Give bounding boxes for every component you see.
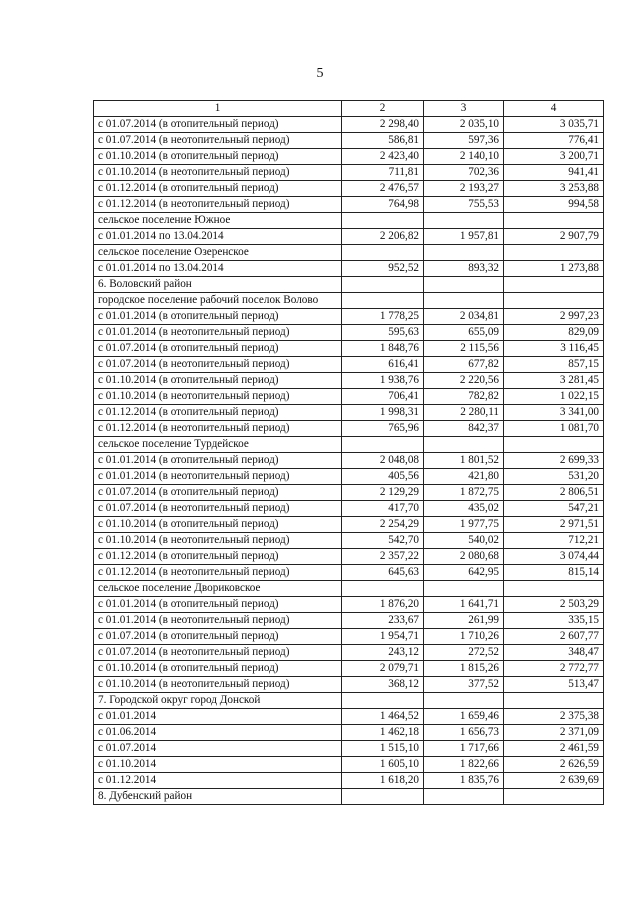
period-label: с 01.01.2014 (в неотопительный период) <box>94 325 342 341</box>
table-row <box>94 773 604 789</box>
value-col-4: 3 341,00 <box>504 405 604 421</box>
section-row <box>94 581 604 597</box>
empty-cell <box>342 437 424 453</box>
value-col-3: 1 656,73 <box>424 725 504 741</box>
value-col-3: 1 957,81 <box>424 229 504 245</box>
empty-cell <box>424 293 504 309</box>
value-col-4: 2 971,51 <box>504 517 604 533</box>
table-row <box>94 661 604 677</box>
value-col-3: 702,36 <box>424 165 504 181</box>
section-row <box>94 437 604 453</box>
value-col-4: 3 281,45 <box>504 373 604 389</box>
value-col-2: 765,96 <box>342 421 424 437</box>
value-col-3: 1 710,26 <box>424 629 504 645</box>
period-label: с 01.07.2014 (в отопительный период) <box>94 485 342 501</box>
value-col-4: 776,41 <box>504 133 604 149</box>
value-col-3: 2 115,56 <box>424 341 504 357</box>
page-number: 5 <box>316 66 324 81</box>
empty-cell <box>342 581 424 597</box>
value-col-3: 2 034,81 <box>424 309 504 325</box>
period-label: с 01.01.2014 (в неотопительный период) <box>94 613 342 629</box>
value-col-2: 417,70 <box>342 501 424 517</box>
value-col-2: 706,41 <box>342 389 424 405</box>
empty-cell <box>424 693 504 709</box>
period-label: с 01.10.2014 (в отопительный период) <box>94 373 342 389</box>
value-col-3: 782,82 <box>424 389 504 405</box>
value-col-4: 3 035,71 <box>504 117 604 133</box>
value-col-3: 2 280,11 <box>424 405 504 421</box>
value-col-4: 857,15 <box>504 357 604 373</box>
empty-cell <box>342 277 424 293</box>
value-col-3: 540,02 <box>424 533 504 549</box>
value-col-4: 2 626,59 <box>504 757 604 773</box>
value-col-4: 2 907,79 <box>504 229 604 245</box>
value-col-4: 1 022,15 <box>504 389 604 405</box>
value-col-2: 233,67 <box>342 613 424 629</box>
value-col-3: 377,52 <box>424 677 504 693</box>
value-col-3: 642,95 <box>424 565 504 581</box>
value-col-3: 655,09 <box>424 325 504 341</box>
value-col-2: 1 938,76 <box>342 373 424 389</box>
empty-cell <box>424 245 504 261</box>
period-label: с 01.10.2014 (в неотопительный период) <box>94 389 342 405</box>
value-col-3: 2 140,10 <box>424 149 504 165</box>
table-row <box>94 629 604 645</box>
value-col-2: 616,41 <box>342 357 424 373</box>
period-label: с 01.10.2014 (в неотопительный период) <box>94 677 342 693</box>
table-row <box>94 453 604 469</box>
period-label: с 01.12.2014 (в отопительный период) <box>94 181 342 197</box>
period-label: с 01.10.2014 (в отопительный период) <box>94 517 342 533</box>
period-label: с 01.01.2014 (в отопительный период) <box>94 453 342 469</box>
table-row <box>94 165 604 181</box>
period-label: с 01.01.2014 <box>94 709 342 725</box>
value-col-2: 243,12 <box>342 645 424 661</box>
value-col-2: 405,56 <box>342 469 424 485</box>
value-col-2: 586,81 <box>342 133 424 149</box>
value-col-3: 1 659,46 <box>424 709 504 725</box>
table-row <box>94 517 604 533</box>
table-row <box>94 373 604 389</box>
value-col-2: 2 298,40 <box>342 117 424 133</box>
value-col-3: 261,99 <box>424 613 504 629</box>
empty-cell <box>504 437 604 453</box>
value-col-2: 2 357,22 <box>342 549 424 565</box>
value-col-4: 513,47 <box>504 677 604 693</box>
table-row <box>94 677 604 693</box>
table-row <box>94 549 604 565</box>
value-col-3: 1 641,71 <box>424 597 504 613</box>
value-col-2: 764,98 <box>342 197 424 213</box>
value-col-2: 2 206,82 <box>342 229 424 245</box>
period-label: с 01.12.2014 (в неотопительный период) <box>94 197 342 213</box>
table-row <box>94 709 604 725</box>
header-cell: 1 <box>94 101 342 117</box>
value-col-4: 3 074,44 <box>504 549 604 565</box>
period-label: с 01.01.2014 (в отопительный период) <box>94 309 342 325</box>
header-cell: 2 <box>342 101 424 117</box>
period-label: с 01.10.2014 (в неотопительный период) <box>94 165 342 181</box>
table-row <box>94 469 604 485</box>
value-col-2: 711,81 <box>342 165 424 181</box>
empty-cell <box>424 437 504 453</box>
value-col-3: 1 872,75 <box>424 485 504 501</box>
period-label: с 01.01.2014 (в отопительный период) <box>94 597 342 613</box>
period-label: с 01.07.2014 (в неотопительный период) <box>94 133 342 149</box>
empty-cell <box>424 213 504 229</box>
table-row <box>94 389 604 405</box>
period-label: с 01.12.2014 (в отопительный период) <box>94 405 342 421</box>
value-col-4: 2 461,59 <box>504 741 604 757</box>
empty-cell <box>504 245 604 261</box>
table-row <box>94 357 604 373</box>
table-row <box>94 229 604 245</box>
value-col-4: 815,14 <box>504 565 604 581</box>
section-label: сельское поселение Южное <box>94 213 342 229</box>
empty-cell <box>504 693 604 709</box>
table-row <box>94 181 604 197</box>
value-col-2: 368,12 <box>342 677 424 693</box>
value-col-3: 421,80 <box>424 469 504 485</box>
value-col-4: 829,09 <box>504 325 604 341</box>
section-row <box>94 293 604 309</box>
empty-cell <box>504 293 604 309</box>
value-col-2: 2 048,08 <box>342 453 424 469</box>
period-label: с 01.07.2014 (в неотопительный период) <box>94 501 342 517</box>
empty-cell <box>504 277 604 293</box>
table-row <box>94 757 604 773</box>
value-col-2: 1 618,20 <box>342 773 424 789</box>
value-col-3: 893,32 <box>424 261 504 277</box>
section-label: 7. Городской округ город Донской <box>94 693 342 709</box>
section-row <box>94 277 604 293</box>
value-col-3: 1 801,52 <box>424 453 504 469</box>
value-col-3: 2 080,68 <box>424 549 504 565</box>
value-col-3: 597,36 <box>424 133 504 149</box>
table-header-row <box>94 101 604 117</box>
period-label: с 01.12.2014 (в неотопительный период) <box>94 421 342 437</box>
table-row <box>94 325 604 341</box>
value-col-3: 677,82 <box>424 357 504 373</box>
tariff-table <box>93 100 604 805</box>
period-label: с 01.06.2014 <box>94 725 342 741</box>
section-label: 6. Воловский район <box>94 277 342 293</box>
period-label: с 01.07.2014 (в неотопительный период) <box>94 357 342 373</box>
table-row <box>94 485 604 501</box>
value-col-3: 1 822,66 <box>424 757 504 773</box>
value-col-2: 1 848,76 <box>342 341 424 357</box>
empty-cell <box>504 213 604 229</box>
table-row <box>94 405 604 421</box>
table-row <box>94 597 604 613</box>
value-col-4: 547,21 <box>504 501 604 517</box>
value-col-2: 2 476,57 <box>342 181 424 197</box>
value-col-4: 2 772,77 <box>504 661 604 677</box>
table-row <box>94 613 604 629</box>
section-label: сельское поселение Озеренское <box>94 245 342 261</box>
value-col-4: 2 997,23 <box>504 309 604 325</box>
section-label: городское поселение рабочий поселок Волово <box>94 293 342 309</box>
value-col-3: 1 835,76 <box>424 773 504 789</box>
table-row <box>94 117 604 133</box>
value-col-2: 952,52 <box>342 261 424 277</box>
value-col-2: 1 876,20 <box>342 597 424 613</box>
value-col-3: 2 035,10 <box>424 117 504 133</box>
period-label: с 01.07.2014 <box>94 741 342 757</box>
period-label: с 01.07.2014 (в неотопительный период) <box>94 645 342 661</box>
empty-cell <box>424 277 504 293</box>
value-col-4: 712,21 <box>504 533 604 549</box>
period-label: с 01.01.2014 по 13.04.2014 <box>94 261 342 277</box>
value-col-4: 2 806,51 <box>504 485 604 501</box>
period-label: с 01.01.2014 (в неотопительный период) <box>94 469 342 485</box>
value-col-4: 335,15 <box>504 613 604 629</box>
period-label: с 01.10.2014 (в неотопительный период) <box>94 533 342 549</box>
period-label: с 01.07.2014 (в отопительный период) <box>94 629 342 645</box>
period-label: с 01.01.2014 по 13.04.2014 <box>94 229 342 245</box>
table-row <box>94 501 604 517</box>
value-col-3: 435,02 <box>424 501 504 517</box>
value-col-4: 994,58 <box>504 197 604 213</box>
value-col-4: 2 699,33 <box>504 453 604 469</box>
empty-cell <box>342 293 424 309</box>
header-cell: 4 <box>504 101 604 117</box>
table-row <box>94 197 604 213</box>
section-label: сельское поселение Двориковское <box>94 581 342 597</box>
table-row <box>94 421 604 437</box>
value-col-3: 1 977,75 <box>424 517 504 533</box>
value-col-4: 2 639,69 <box>504 773 604 789</box>
value-col-2: 542,70 <box>342 533 424 549</box>
section-row <box>94 693 604 709</box>
value-col-2: 2 129,29 <box>342 485 424 501</box>
value-col-2: 1 515,10 <box>342 741 424 757</box>
value-col-2: 2 254,29 <box>342 517 424 533</box>
value-col-2: 1 464,52 <box>342 709 424 725</box>
value-col-3: 755,53 <box>424 197 504 213</box>
section-label: 8. Дубенский район <box>94 789 342 805</box>
value-col-3: 2 193,27 <box>424 181 504 197</box>
table-row <box>94 741 604 757</box>
value-col-2: 1 998,31 <box>342 405 424 421</box>
table-row <box>94 533 604 549</box>
empty-cell <box>342 693 424 709</box>
value-col-2: 2 423,40 <box>342 149 424 165</box>
period-label: с 01.12.2014 <box>94 773 342 789</box>
value-col-4: 3 253,88 <box>504 181 604 197</box>
value-col-4: 1 273,88 <box>504 261 604 277</box>
value-col-4: 3 200,71 <box>504 149 604 165</box>
empty-cell <box>342 245 424 261</box>
table-row <box>94 725 604 741</box>
value-col-4: 2 371,09 <box>504 725 604 741</box>
empty-cell <box>504 789 604 805</box>
table-row <box>94 565 604 581</box>
empty-cell <box>424 581 504 597</box>
value-col-2: 1 778,25 <box>342 309 424 325</box>
period-label: с 01.07.2014 (в отопительный период) <box>94 117 342 133</box>
value-col-3: 272,52 <box>424 645 504 661</box>
empty-cell <box>342 789 424 805</box>
period-label: с 01.12.2014 (в отопительный период) <box>94 549 342 565</box>
value-col-4: 1 081,70 <box>504 421 604 437</box>
value-col-4: 2 503,29 <box>504 597 604 613</box>
empty-cell <box>504 581 604 597</box>
section-row <box>94 789 604 805</box>
value-col-2: 1 954,71 <box>342 629 424 645</box>
value-col-3: 1 717,66 <box>424 741 504 757</box>
section-row <box>94 245 604 261</box>
value-col-2: 2 079,71 <box>342 661 424 677</box>
value-col-2: 1 462,18 <box>342 725 424 741</box>
section-row <box>94 213 604 229</box>
value-col-3: 2 220,56 <box>424 373 504 389</box>
period-label: с 01.10.2014 <box>94 757 342 773</box>
table-row <box>94 341 604 357</box>
value-col-2: 595,63 <box>342 325 424 341</box>
section-label: сельское поселение Турдейское <box>94 437 342 453</box>
table-row <box>94 261 604 277</box>
table-row <box>94 645 604 661</box>
value-col-4: 3 116,45 <box>504 341 604 357</box>
empty-cell <box>342 213 424 229</box>
value-col-4: 2 607,77 <box>504 629 604 645</box>
table-row <box>94 309 604 325</box>
value-col-2: 645,63 <box>342 565 424 581</box>
header-cell: 3 <box>424 101 504 117</box>
value-col-4: 2 375,38 <box>504 709 604 725</box>
period-label: с 01.10.2014 (в отопительный период) <box>94 149 342 165</box>
table-row <box>94 149 604 165</box>
value-col-3: 842,37 <box>424 421 504 437</box>
value-col-2: 1 605,10 <box>342 757 424 773</box>
period-label: с 01.12.2014 (в неотопительный период) <box>94 565 342 581</box>
empty-cell <box>424 789 504 805</box>
table-row <box>94 133 604 149</box>
period-label: с 01.10.2014 (в отопительный период) <box>94 661 342 677</box>
value-col-4: 941,41 <box>504 165 604 181</box>
period-label: с 01.07.2014 (в отопительный период) <box>94 341 342 357</box>
value-col-3: 1 815,26 <box>424 661 504 677</box>
value-col-4: 348,47 <box>504 645 604 661</box>
value-col-4: 531,20 <box>504 469 604 485</box>
tariff-table-body <box>94 101 604 805</box>
